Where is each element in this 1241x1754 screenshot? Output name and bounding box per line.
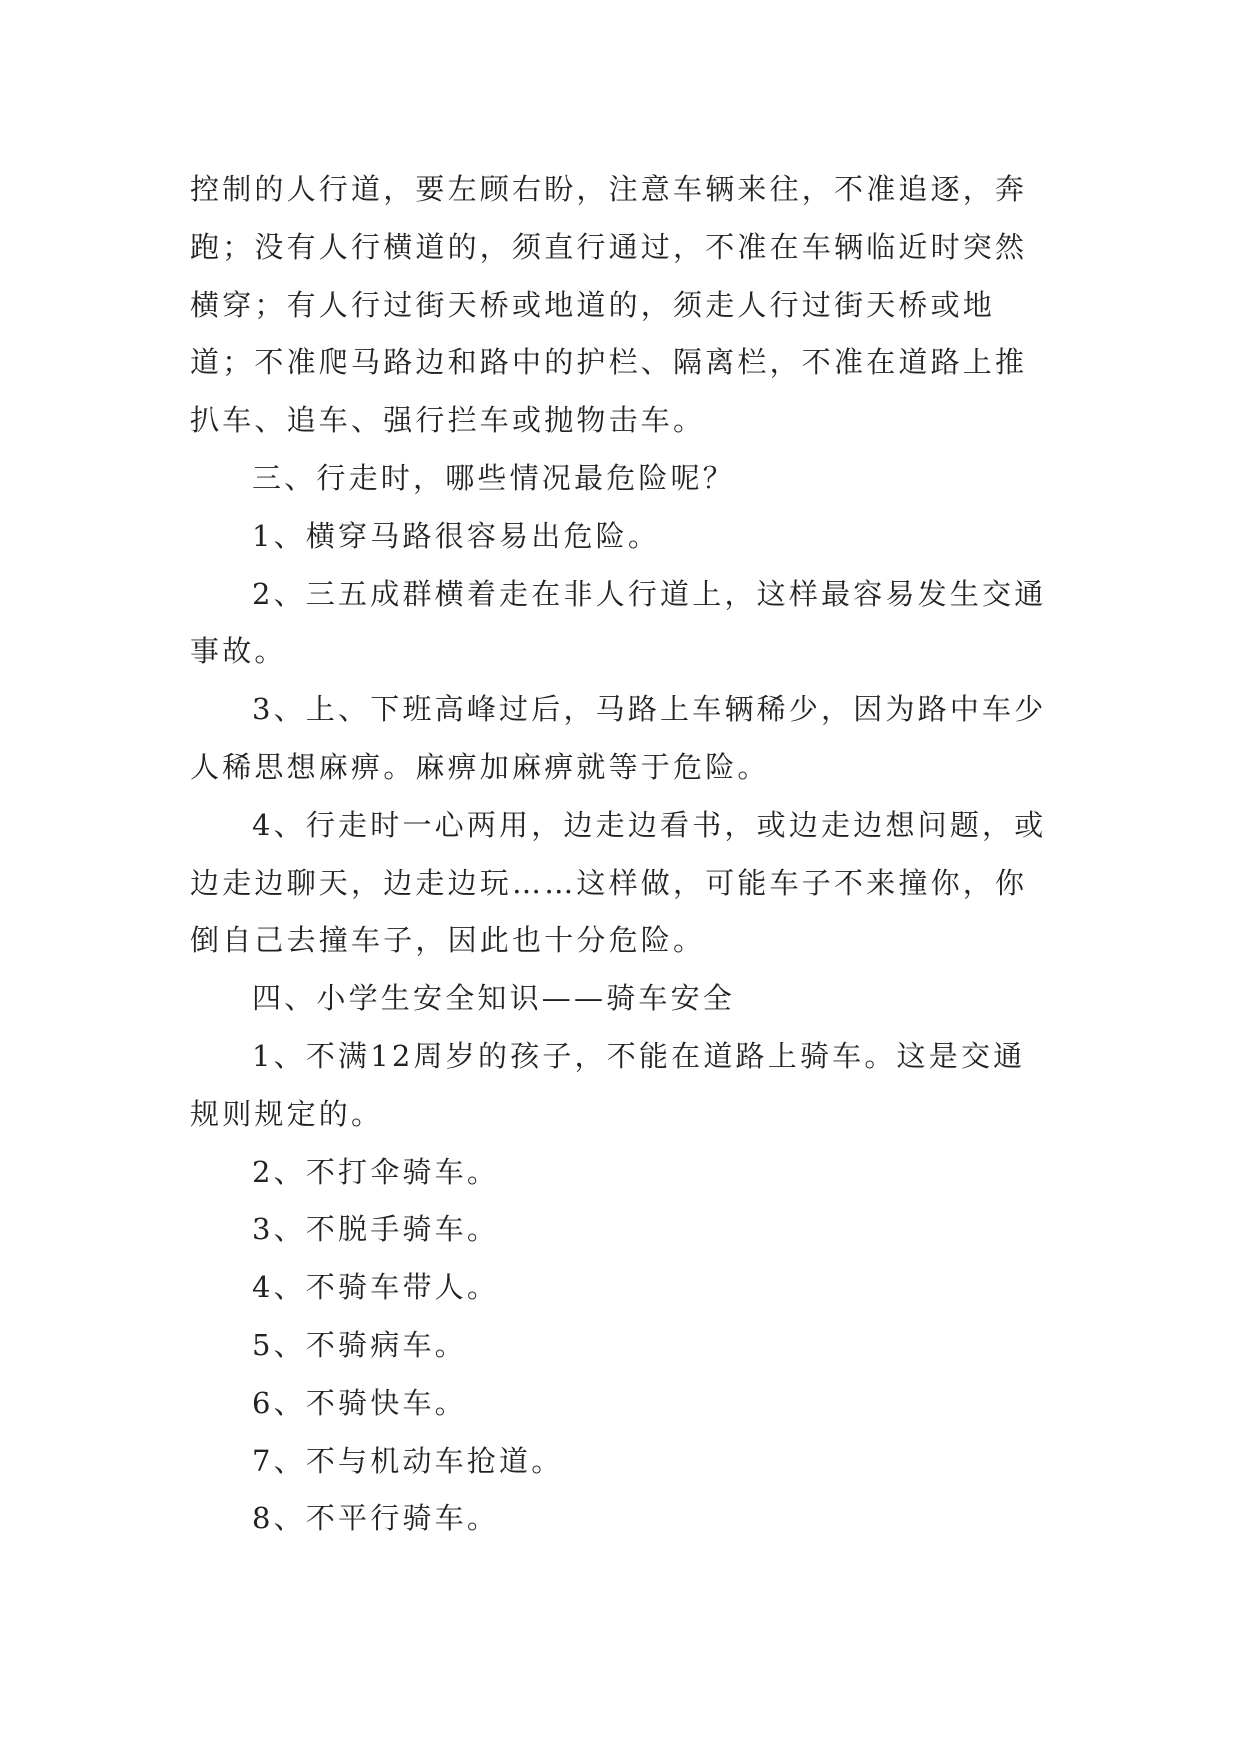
list-item: 5、不骑病车。 <box>252 1327 467 1362</box>
list-item: 1、横穿马路很容易出危险。 <box>252 518 661 553</box>
list-item: 7、不与机动车抢道。 <box>252 1443 564 1478</box>
list-item: 8、不平行骑车。 <box>252 1501 500 1536</box>
list-item: 2、不打伞骑车。 <box>252 1154 500 1189</box>
list-item: 6、不骑快车。 <box>252 1385 467 1420</box>
document-body <box>190 161 1052 1548</box>
list-item: 1、不满12周岁的孩子，不能在道路上骑车。这是交通规则规定的。 <box>190 1038 1026 1131</box>
list-item: 3、不脱手骑车。 <box>252 1212 500 1247</box>
paragraph-continued: 控制的人行道，要左顾右盼，注意车辆来往，不准追逐，奔跑；没有人行横道的，须直行通过，不准在车辆临近时突然横穿；有人行过街天桥或地道的，须走人行过街天桥或地道；不准爬马路边和路中的护栏、隔离栏，不准在道路上推扒车、追车、强行拦车或抛物击车。 <box>190 172 1028 438</box>
list-item: 4、不骑车带人。 <box>252 1270 500 1305</box>
list-item: 4、行走时一心两用，边走边看书，或边走边想问题，或边走边聊天，边走边玩……这样做，可能车子不来撞你，你倒自己去撞车子，因此也十分危险。 <box>190 807 1047 958</box>
list-item: 2、三五成群横着走在非人行道上，这样最容易发生交通事故。 <box>190 576 1047 669</box>
section-heading-dangerous-situations: 三、行走时，哪些情况最危险呢？ <box>252 460 736 495</box>
section-heading-cycling-safety: 四、小学生安全知识——骑车安全 <box>252 981 736 1016</box>
list-item: 3、上、下班高峰过后，马路上车辆稀少，因为路中车少人稀思想麻痹。麻痹加麻痹就等于危险。 <box>190 692 1047 784</box>
